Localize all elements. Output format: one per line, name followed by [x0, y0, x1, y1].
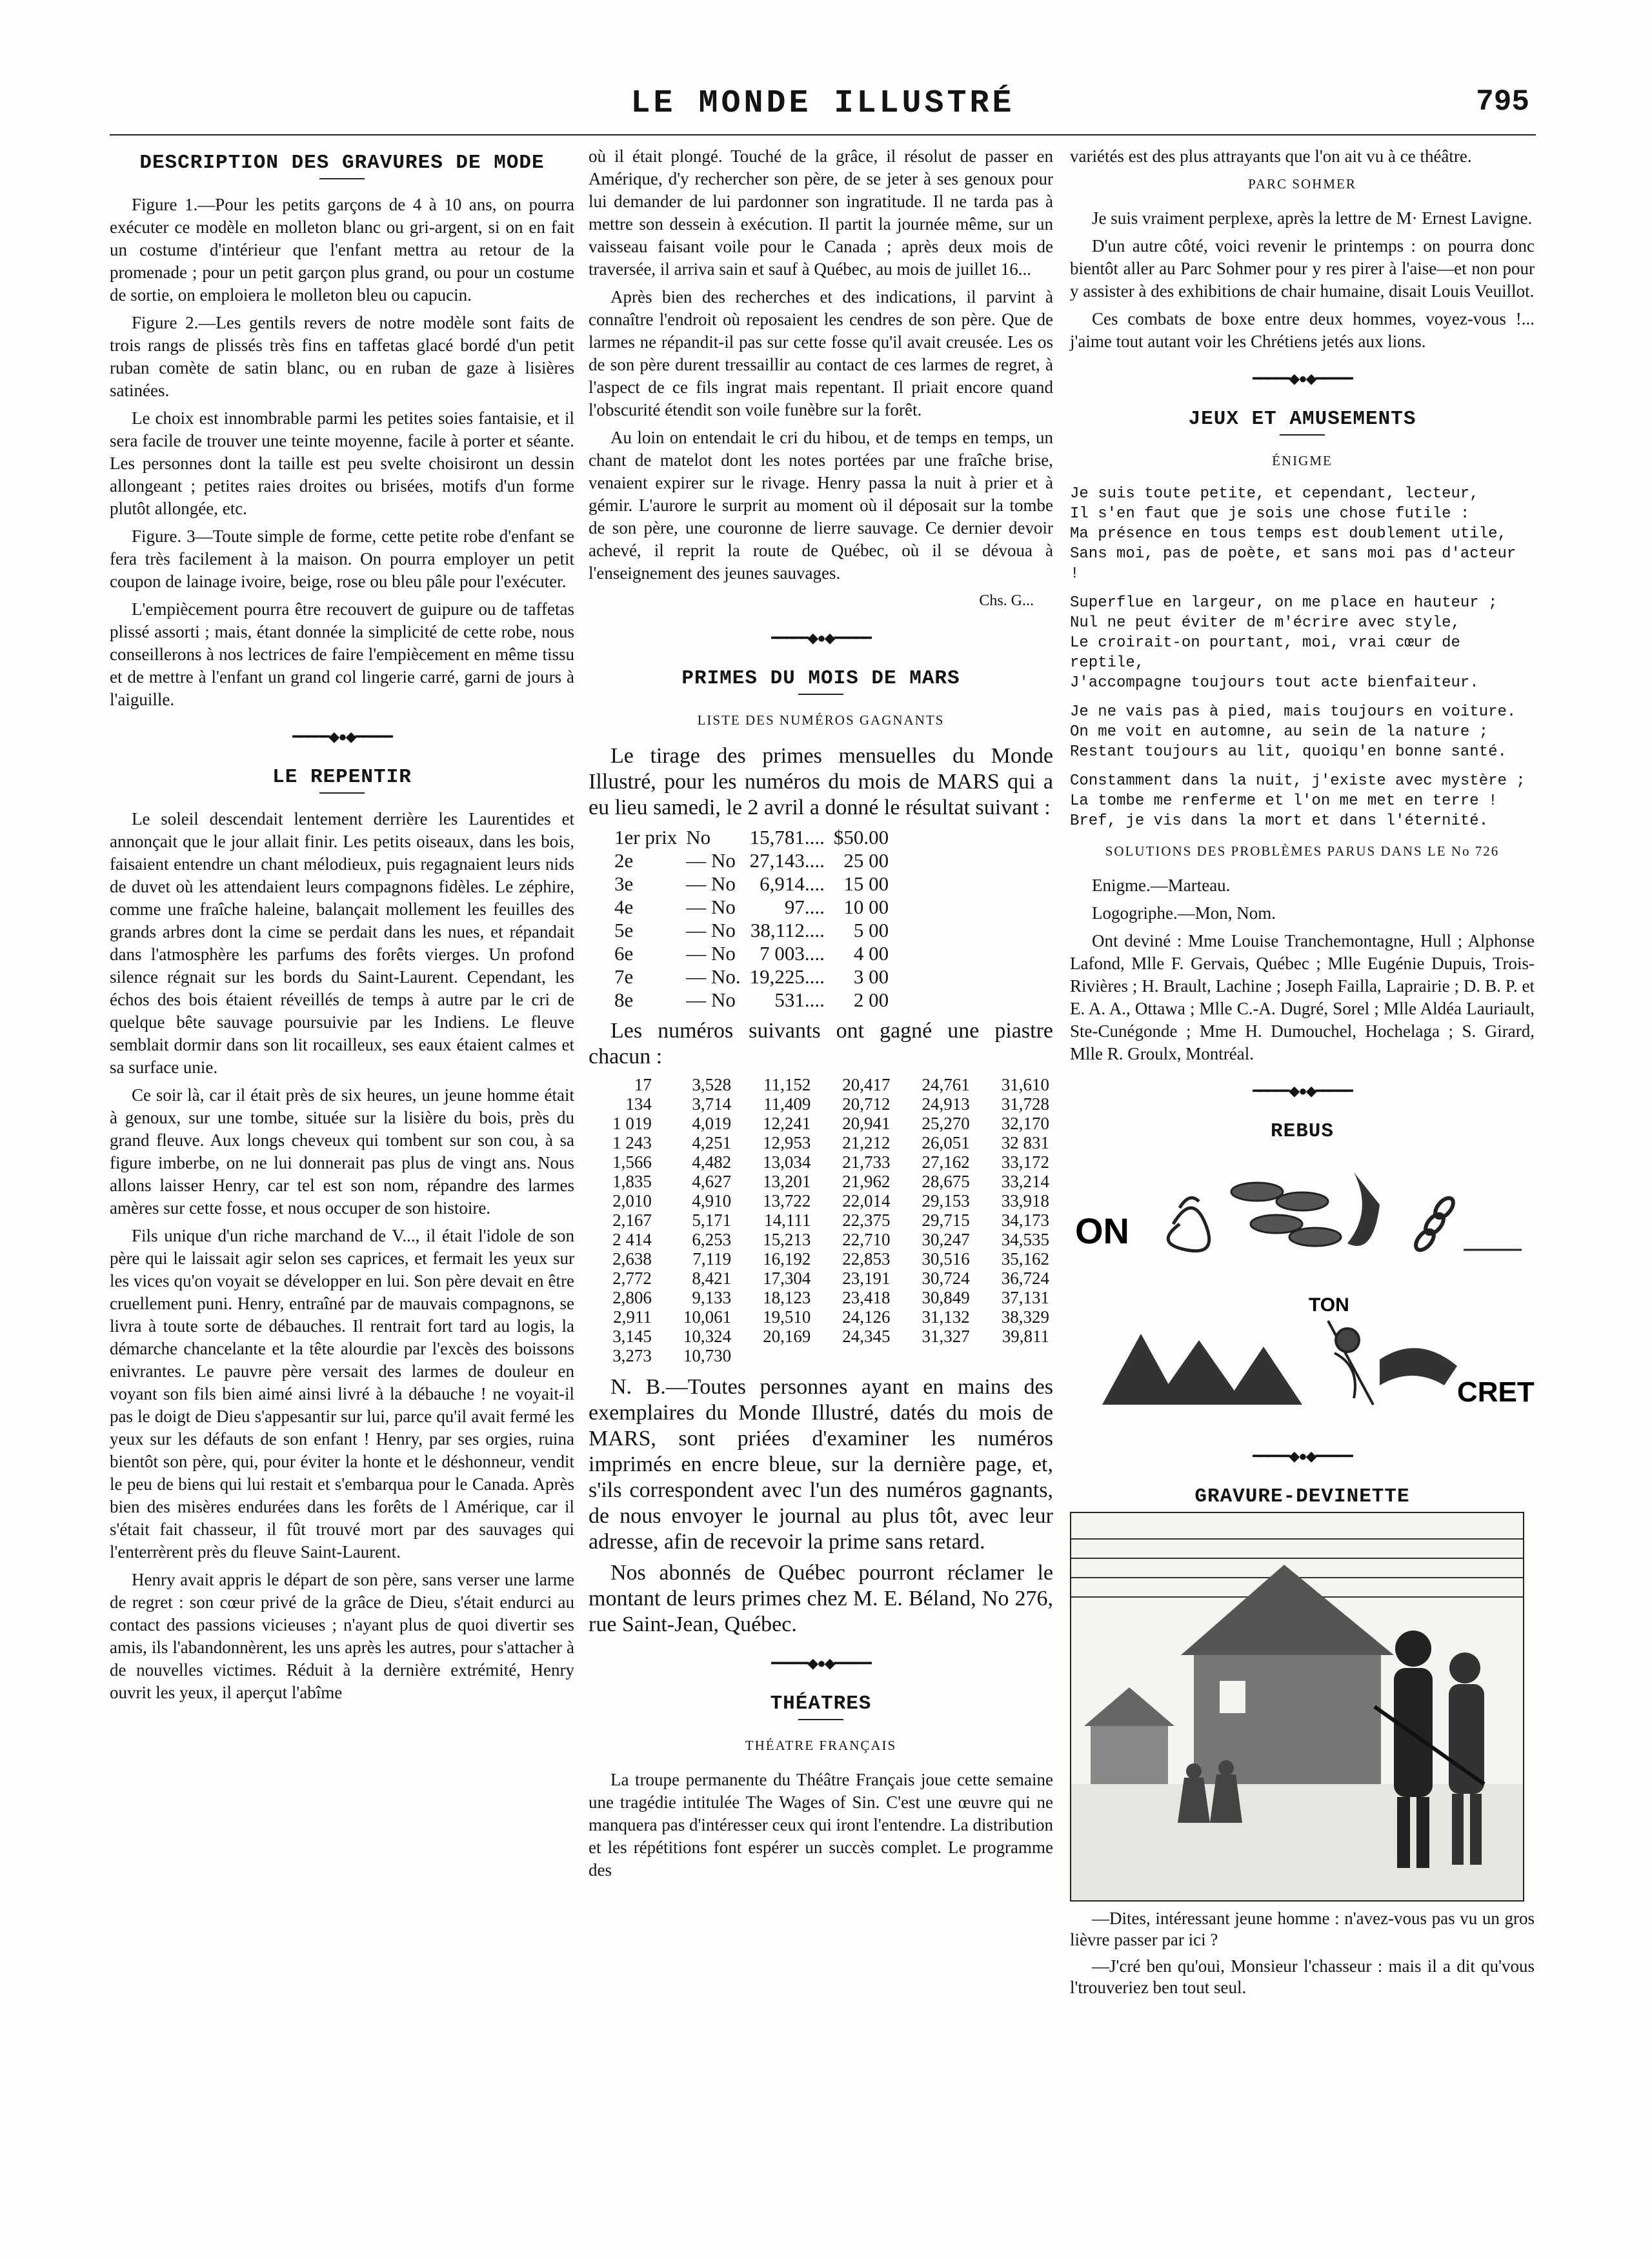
solution-logogriphe: Logogriphe.—Mon, Nom.	[1092, 903, 1276, 923]
fish-icon	[1231, 1183, 1341, 1246]
winning-number	[894, 1346, 974, 1365]
jeux-heading: JEUX ET AMUSEMENTS	[1188, 408, 1416, 430]
numbers-row	[589, 1152, 1053, 1172]
prize-cell: 7 003....	[760, 942, 825, 965]
prize-row	[614, 942, 898, 965]
winning-number: 7,119	[692, 1249, 732, 1269]
winning-number: 25,270	[922, 1114, 970, 1133]
winning-number: 13,722	[763, 1191, 811, 1210]
winning-number: 15,213	[763, 1230, 811, 1249]
masthead	[110, 76, 1536, 136]
prize-cell: — No	[686, 896, 736, 918]
quebec-paragraph: Nos abonnés de Québec pourront réclamer le montant de leurs primes chez M. E. Béland, No 276, rue Saint-Jean, Québec.	[589, 1561, 1053, 1636]
prize-cell: — No	[686, 919, 736, 941]
winning-number: 1,566	[612, 1152, 652, 1172]
prize-cell: — No	[686, 872, 736, 895]
fish-tail-icon	[1347, 1172, 1380, 1246]
winning-number: 20,417	[842, 1075, 891, 1094]
figure-3-text: Figure. 3—Toute simple de forme, cette petite robe d'enfant se fera très facilement à la maison. On pourra employer un petit coupon de lainage ivoire, beige, rose ou bleu pâle pour l'exécuter.	[110, 527, 574, 591]
author-signature: Chs. G...	[979, 592, 1034, 609]
winning-number: 35,162	[1001, 1249, 1049, 1269]
theatres-heading: THÉATRES	[770, 1692, 872, 1715]
prize-row	[614, 872, 898, 896]
numbers-row	[589, 1327, 1053, 1346]
winning-number: 16,192	[763, 1249, 811, 1269]
repentir-paragraph: Henry avait appris le départ de son père, sans verser une larme de regret : son cœur privé de la grâce de Dieu, s'était endurci au contact des passions vicieuses ; n'ayant plus de quoi divertir ses amis, ils l'abandonnèrent, les uns après les autres, pour s'attacher à de nouvelles victimes. Réduit à la dernière extrémité, Henry ouvrit les yeux, il aperçut l'abîme	[110, 1570, 574, 1702]
repentir-heading: LE REPENTIR	[272, 766, 412, 788]
winning-number: 1 243	[612, 1133, 652, 1152]
mountains-icon	[1102, 1334, 1302, 1405]
winning-number: 28,675	[922, 1172, 970, 1191]
winning-number: 30,849	[922, 1288, 970, 1307]
numbers-row	[589, 1210, 1053, 1230]
wing-icon	[1380, 1348, 1457, 1385]
numbers-row	[589, 1075, 1053, 1094]
prize-cell: 3e	[614, 872, 634, 895]
winning-number: 22,853	[842, 1249, 891, 1269]
winning-number: 30,724	[922, 1269, 970, 1288]
winning-number: 20,941	[842, 1114, 891, 1133]
winning-number: 4,019	[692, 1114, 732, 1133]
ornament-divider: ━━━━━◆●◆━━━━━	[771, 630, 871, 646]
winning-number: 4,482	[692, 1152, 732, 1172]
numbers-row	[589, 1133, 1053, 1152]
winning-number: 5,171	[692, 1210, 732, 1230]
prize-cell: 15,781....	[749, 826, 825, 848]
divider	[319, 178, 365, 179]
prize-cell: 5e	[614, 919, 634, 941]
prize-row	[614, 965, 898, 989]
prize-cell: — No	[686, 989, 736, 1011]
winning-number: 22,014	[842, 1191, 891, 1210]
column-3	[1070, 145, 1535, 2003]
numbers-row	[589, 1288, 1053, 1307]
solutions-subheading: SOLUTIONS DES PROBLÈMES PARUS DANS LE No 726	[1105, 843, 1500, 859]
ornament-divider: ━━━━━◆●◆━━━━━	[1253, 1448, 1352, 1464]
gravure-caption: —Dites, intéressant jeune homme : n'avez-vous pas vu un gros lièvre passer par ici ?	[1070, 1909, 1535, 1949]
repentir-paragraph: Au loin on entendait le cri du hibou, et de temps en temps, un chant de matelot dont les notes portées par une fraîche brise, venaient expirer sur le rivage. Henry passa la nuit à prier et à gémir. L'aurore le surprit au moment où il déposait sur la tombe de son père, une couronne de lierre sauvage. Ce dernier devoir achevé, il reprit la route de Québec, où il se dévoua à l'enseignement des jeunes sauvages.	[589, 428, 1053, 583]
winning-number: 30,516	[922, 1249, 970, 1269]
winning-number: 4,910	[692, 1191, 732, 1210]
winning-number: 11,409	[763, 1094, 811, 1114]
winning-number: 20,169	[763, 1327, 811, 1346]
prize-cell: — No	[686, 942, 736, 965]
ornament-divider: ━━━━━◆●◆━━━━━	[1253, 1083, 1352, 1099]
winning-number: 2 414	[612, 1230, 652, 1249]
hunter-icon	[1328, 1321, 1373, 1405]
primes-subheading: LISTE DES NUMÉROS GAGNANTS	[697, 712, 945, 728]
prize-row	[614, 826, 898, 849]
winning-number: 10,730	[683, 1346, 732, 1365]
column-2	[589, 145, 1053, 1887]
winning-number: 26,051	[922, 1133, 970, 1152]
winning-number: 23,418	[842, 1288, 891, 1307]
winning-number: 2,167	[612, 1210, 652, 1230]
numbers-intro: Les numéros suivants ont gagné une piastre chacun :	[589, 1019, 1053, 1069]
prize-cell: No	[686, 826, 711, 848]
sohmer-subheading: PARC SOHMER	[1248, 176, 1356, 192]
knot-icon	[1168, 1198, 1209, 1250]
prize-cell: 6,914....	[760, 872, 825, 895]
divider	[798, 694, 843, 695]
winning-number: 17	[634, 1075, 652, 1094]
winning-number: 31,728	[1001, 1094, 1049, 1114]
enigme-stanza: Je ne vais pas à pied, mais toujours en voiture. On me voit en automne, au sein de la nature ; Restant toujours au lit, quoiqu'en bonne santé.	[1070, 703, 1516, 761]
winning-number: 22,375	[842, 1210, 891, 1230]
winning-number: 32,170	[1001, 1114, 1049, 1133]
rebus-word-ton: TON	[1309, 1294, 1349, 1316]
numbers-row	[589, 1249, 1053, 1269]
rebus-word-cret: CRET	[1457, 1376, 1535, 1408]
sohmer-paragraph: Ces combats de boxe entre deux hommes, voyez-vous !... j'aime tout autant voir les Chrétiens jetés aux lions.	[1070, 309, 1535, 351]
winning-number: 13,034	[763, 1152, 811, 1172]
prize-row	[614, 896, 898, 919]
numbers-row	[589, 1307, 1053, 1327]
winning-number: 1 019	[612, 1114, 652, 1133]
winning-number: 31,327	[922, 1327, 970, 1346]
winning-number: 2,638	[612, 1249, 652, 1269]
winning-number: 27,162	[922, 1152, 970, 1172]
winning-number: 4,251	[692, 1133, 732, 1152]
prize-cell: 4 00	[853, 942, 889, 965]
winning-number: 24,126	[842, 1307, 891, 1327]
numbers-row	[589, 1191, 1053, 1210]
winning-number: 33,918	[1001, 1191, 1049, 1210]
divider	[798, 1719, 843, 1720]
winning-number: 2,772	[612, 1269, 652, 1288]
prize-cell: 2 00	[853, 989, 889, 1011]
prize-cell: — No	[686, 849, 736, 872]
enigme-stanza: Superflue en largeur, on me place en hauteur ; Nul ne peut éviter de m'écrire avec style, Le croirait-on pourtant, moi, vrai cœur de reptile, J'accompagne toujours tout acte bienfaiteur.	[1070, 594, 1498, 692]
winning-number: 24,345	[842, 1327, 891, 1346]
winning-number: 17,304	[763, 1269, 811, 1288]
repentir-paragraph: Après bien des recherches et des indications, il parvint à connaître l'endroit où reposaient les cendres de son père. Que de larmes ne répandit-il pas sur cette fosse qu'il avait creusée. Les os de son père durent tressaillir au contact de ces larmes de regret, à l'aspect de ce fils ingrat mais repentant. Il priait encore quand l'obscurité étendit son voile funèbre sur la forêt.	[589, 287, 1053, 419]
winning-number: 31,610	[1001, 1075, 1049, 1094]
numbers-row	[589, 1114, 1053, 1133]
divider	[1280, 434, 1325, 436]
numbers-row	[589, 1094, 1053, 1114]
winning-number: 10,061	[683, 1307, 732, 1327]
rebus-illustration	[1070, 1147, 1535, 1431]
winning-number: 21,962	[842, 1172, 891, 1191]
winning-number: 22,710	[842, 1230, 891, 1249]
prizes-table	[614, 826, 898, 1012]
prize-cell: 6e	[614, 942, 634, 965]
winning-number: 31,132	[922, 1307, 970, 1327]
winning-number: 37,131	[1001, 1288, 1049, 1307]
theatre-paragraph: La troupe permanente du Théâtre Français joue cette semaine une tragédie intitulée The Wages of Sin. C'est une œuvre qui ne manquera pas d'intéresser ceux qui iront l'entendre. La distribution et les répétitions font espérer un succès complet. Le programme des	[589, 1770, 1053, 1880]
theatre-paragraph: variétés est des plus attrayants que l'on ait vu à ce théâtre.	[1070, 146, 1472, 166]
winning-number	[735, 1346, 814, 1365]
winning-number: 38,329	[1001, 1307, 1049, 1327]
ornament-divider: ━━━━━◆●◆━━━━━	[1253, 370, 1352, 387]
winning-number: 4,627	[692, 1172, 732, 1191]
winning-numbers-table	[589, 1075, 1053, 1365]
gravure-heading: GRAVURE-DEVINETTE	[1194, 1485, 1410, 1508]
ornament-divider: ━━━━━◆●◆━━━━━	[292, 728, 392, 745]
figure-3-text-b: L'empiècement pourra être recouvert de guipure ou de taffetas plissé assorti ; mais, étant donnée la simplicité de cette robe, nous conseillerons à nos lectrices de faire l'empiècement en même tissu et de mettre à l'enfant un grand col lingerie carré, garni de jours à l'aiguille.	[110, 599, 574, 709]
numbers-row	[589, 1346, 1053, 1365]
prize-cell: 27,143....	[749, 849, 825, 872]
winning-number: 3,273	[612, 1346, 652, 1365]
winning-number: 39,811	[1002, 1327, 1049, 1346]
prize-cell: 531....	[774, 989, 825, 1011]
ont-devine-paragraph: Ont deviné : Mme Louise Tranchemontagne, Hull ; Alphonse Lafond, Mlle F. Gervais, Québec ; Mlle Eugénie Dupuis, Trois-Rivières ; H. Brault, Lachine ; Joseph Failla, Laprairie ; D. B. P. et E. A. A., Ottawa ; Mlle C.-A. Dugré, Sorel ; Mlle Aldéa Lauriault, Ste-Cunégonde ; Mme H. Dumouchel, Hochelaga ; S. Girard, Mlle R. Groulx, Montréal.	[1070, 931, 1535, 1063]
winning-number: 33,214	[1001, 1172, 1049, 1191]
ornament-divider: ━━━━━◆●◆━━━━━	[771, 1655, 871, 1671]
winning-number: 2,806	[612, 1288, 652, 1307]
numbers-row	[589, 1172, 1053, 1191]
rebus-picture	[1070, 1147, 1535, 1431]
prize-cell: — No.	[686, 965, 741, 988]
winning-number: 30,247	[922, 1230, 970, 1249]
prize-cell: 5 00	[853, 919, 889, 941]
prize-cell: 3 00	[853, 965, 889, 988]
window-icon	[1220, 1681, 1245, 1713]
gravures-heading: DESCRIPTION DES GRAVURES DE MODE	[139, 152, 545, 174]
gravure-caption: —J'cré ben qu'oui, Monsieur l'chasseur : mais il a dit qu'vous l'trouveriez ben tout seul.	[1070, 1956, 1535, 1997]
repentir-paragraph: où il était plongé. Touché de la grâce, il résolut de passer en Amérique, d'y rechercher son père, de se jeter à ses genoux pour lui demander de lui pardonner son ingratitude. Il ne tarda pas à mettre son dessein à exécution. Il partit la journée même, sur un vaisseau faisant voile pour le Canada ; après deux mois de traversée, il arriva sain et sauf à Québec, au mois de juillet 16...	[589, 146, 1053, 279]
winning-number: 8,421	[692, 1269, 732, 1288]
primes-intro: Le tirage des primes mensuelles du Monde Illustré, pour les numéros du mois de MARS qui a eu lieu samedi, le 2 avril a donné le résultat suivant :	[589, 744, 1053, 819]
numbers-row	[589, 1230, 1053, 1249]
winning-number: 24,913	[922, 1094, 970, 1114]
winning-number: 18,123	[763, 1288, 811, 1307]
winning-number: 3,714	[692, 1094, 732, 1114]
winning-number: 12,953	[763, 1133, 811, 1152]
winning-number: 12,241	[763, 1114, 811, 1133]
cabin-icon	[1091, 1726, 1168, 1784]
theatre-subheading: THÉATRE FRANÇAIS	[745, 1738, 897, 1753]
rebus-heading: REBUS	[1270, 1120, 1334, 1143]
winning-number: 29,715	[922, 1210, 970, 1230]
divider	[319, 792, 365, 794]
winning-number: 134	[625, 1094, 652, 1114]
enigme-stanza: Constamment dans la nuit, j'existe avec mystère ; La tombe me renferme et l'on me met en terre ! Bref, je vis dans la mort et dans l'éternité.	[1070, 772, 1526, 830]
gravure-devinette-image	[1070, 1512, 1524, 1902]
solution-enigme: Enigme.—Marteau.	[1092, 876, 1231, 895]
numbers-row	[589, 1269, 1053, 1288]
masthead-title: LE MONDE ILLUSTRÉ	[630, 85, 1015, 122]
winning-number: 2,911	[613, 1307, 652, 1327]
enigme-stanza: Je suis toute petite, et cependant, lecteur, Il s'en faut que je sois une chose futile : Ma présence en tous temps est doublement utile, Sans moi, pas de poète, et sans moi pas d'acteur !	[1070, 485, 1516, 583]
figure-1-text: Figure 1.—Pour les petits garçons de 4 à 10 ans, on pourra exécuter ce modèle en molleton blanc ou gri-argent, si on en fait un costume d'intérieur que l'enfant mettra au retour de la promenade ; pour un petit garçon plus grand, ou pour un costume de sortie, on emploiera le molleton bleu ou capucin.	[110, 195, 574, 305]
prize-cell: 4e	[614, 896, 634, 918]
repentir-paragraph: Le soleil descendait lentement derrière les Laurentides et annonçait que le jour allait finir. Les petits oiseaux, dans les bois, faisaient entendre un chant mélodieux, puis regagnaient leurs nids de duvet où les attendaient leurs compagnons fidèles. Le zéphire, comme une fraîche haleine, balançait mollement les feuilles des grands arbres dont la cime se perdait dans les nues, et répandait dans l'atmosphère les parfums des forêts vierges. Un profond silence régnait sur les bords du Saint-Laurent. Cependant, les échos des bois étaient réveillés de temps à autre par le cri de quelque bête sauvage poursuivie par les Indiens. Le fleuve semblait dormir dans son lit rocailleux, ses eaux étaient calmes et sa surface unie.	[110, 809, 574, 1077]
prize-cell: 10 00	[843, 896, 889, 918]
winning-number	[974, 1346, 1053, 1365]
winning-number: 24,761	[922, 1075, 970, 1094]
winning-number: 23,191	[842, 1269, 891, 1288]
prize-cell: 38,112....	[750, 919, 825, 941]
prize-cell: 25 00	[843, 849, 889, 872]
winning-number: 33,172	[1001, 1152, 1049, 1172]
prize-cell: 2e	[614, 849, 634, 872]
figure-2-text: Figure 2.—Les gentils revers de notre modèle sont faits de trois rangs de plissés très fins en taffetas glacé bordé d'un petit ruban comète de satin blanc, ou en ruban de gaze à lisières satinées.	[110, 313, 574, 400]
winning-number: 2,010	[612, 1191, 652, 1210]
winning-number: 21,212	[842, 1133, 891, 1152]
winning-number: 6,253	[692, 1230, 732, 1249]
winning-number: 13,201	[763, 1172, 811, 1191]
winning-number: 34,173	[1001, 1210, 1049, 1230]
sohmer-paragraph: Je suis vraiment perplexe, après la lettre de M· Ernest Lavigne.	[1092, 208, 1533, 228]
winning-number	[814, 1346, 894, 1365]
winning-number: 1,835	[612, 1172, 652, 1191]
winning-number: 29,153	[922, 1191, 970, 1210]
rebus-word-on: ON	[1075, 1210, 1129, 1251]
chain-icon	[1413, 1195, 1456, 1253]
winning-number: 11,152	[763, 1075, 811, 1094]
repentir-paragraph: Fils unique d'un riche marchand de V..., il était l'idole de son père qui le laissait agir selon ses caprices, et fermait les yeux sur les vices qu'on voyait se développer en lui. Son père devait en être cruellement puni. Henry, entraîné par de mauvais compagnons, se livra à toute sorte de débauches. Il rentrait fort tard au logis, la démarche chancelante et la tête alourdie par l'excès des boissons enivrantes. Le pauvre père versait des larmes de douleur en voyant son fils bien aimé ainsi livré à la débauche ! ne voyait-il pas le doigt de Dieu s'appesantir sur lui, parce qu'il avait fermé les yeux sur les défauts de son enfant ! Henry, par ses orgies, ruina bientôt son père, qui, pour éviter la honte et le déshonneur, vendit le peu de biens qui lui restait et s'embarqua pour le Canada. Après bien des misères endurées dans les forêts de l Amérique, car il s'était fait chasseur, il fût trouvé mort par des sauvages qui l'enterrèrent près du fleuve Saint-Laurent.	[110, 1226, 574, 1561]
prize-row	[614, 849, 898, 872]
winning-number: 3,145	[612, 1327, 652, 1346]
prize-cell: 97....	[784, 896, 825, 918]
enigme-subheading: ÉNIGME	[1272, 453, 1333, 468]
winning-number: 9,133	[692, 1288, 732, 1307]
prize-cell: 7e	[614, 965, 634, 988]
prize-cell: 19,225....	[749, 965, 825, 988]
prize-cell: 1er prix	[614, 826, 678, 848]
winning-number: 14,111	[764, 1210, 811, 1230]
page-number: 795	[1476, 85, 1529, 119]
winning-number: 20,712	[842, 1094, 891, 1114]
repentir-paragraph: Ce soir là, car il était près de six heures, un jeune homme était à genoux, sur une tombe, située sur la lisière du bois, près du grand fleuve. Aux longs cheveux qui tombent sur son cou, à sa figure imberbe, on ne lui donnerait pas plus de vingt ans. Nous allons laisser Henry, car tel est son nom, répandre des larmes amères sur cette fosse, et nous occuper de son histoire.	[110, 1085, 574, 1218]
winning-number: 34,535	[1001, 1230, 1049, 1249]
hunting-scene-engraving	[1071, 1513, 1523, 1900]
winning-number: 21,733	[842, 1152, 891, 1172]
prize-row	[614, 919, 898, 942]
prize-row	[614, 989, 898, 1012]
winning-number: 36,724	[1001, 1269, 1049, 1288]
winning-number: 10,324	[683, 1327, 732, 1346]
primes-heading: PRIMES DU MOIS DE MARS	[681, 667, 960, 690]
column-1	[110, 145, 574, 1709]
prize-cell: $50.00	[833, 826, 889, 848]
figure-2-text-b: Le choix est innombrable parmi les petites soies fantaisie, et il sera facile de trouver une teinte moyenne, facile à porter et séante. Les personnes dont la taille est peu svelte choisiront un dessin allongeant ; petites raies droites ou brisées, motifs d'un forme plutôt allongée, etc.	[110, 408, 574, 518]
winning-number: 19,510	[763, 1307, 811, 1327]
winning-number: 3,528	[692, 1075, 732, 1094]
nb-paragraph: N. B.—Toutes personnes ayant en mains des exemplaires du Monde Illustré, datés du mois de MARS, sont priées d'examiner les numéros imprimés en encre bleue, sur la dernière page, et, s'ils correspondent avec l'un des numéros gagnants, de nous envoyer le journal au plus tôt, avec leur adresse, afin de recevoir la prime sans retard.	[589, 1375, 1053, 1554]
prize-cell: 15 00	[843, 872, 889, 895]
winning-number: 32 831	[1001, 1133, 1049, 1152]
sohmer-paragraph: D'un autre côté, voici revenir le printemps : on pourra donc bientôt aller au Parc Sohmer pour y res pirer à l'aise—et non pour y assister à des exhibitions de chair humaine, disait Louis Veuillot.	[1070, 236, 1535, 301]
prize-cell: 8e	[614, 989, 634, 1011]
